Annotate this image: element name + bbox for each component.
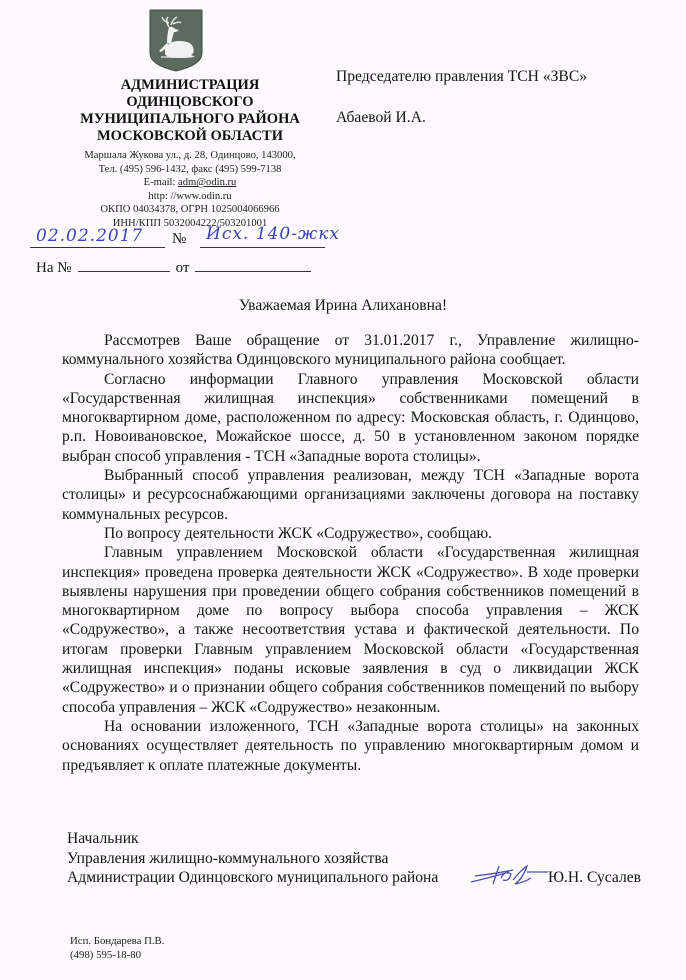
signer-name: Ю.Н. Сусалев: [548, 869, 642, 886]
ref-from-label: от: [175, 260, 190, 276]
recipient-position: Председателю правления ТСН «ЗВС»: [336, 68, 588, 85]
org-phones: Тел. (495) 596-1432, факс (495) 599-7138: [98, 163, 282, 175]
coat-of-arms-emblem: [149, 9, 203, 72]
signer-title-1: Начальник: [67, 830, 139, 847]
body-paragraph: Выбранный способ управления реализован, между ТСН «Западные ворота столицы» и ресурсоснабжающими организациями заключены договора на поставку коммунальных ресурсов.: [62, 467, 639, 523]
executor-phone: (498) 595-18-80: [70, 949, 142, 961]
body-paragraph: Главным управлением Московской области «Государственная жилищная инспекция» проведена проверка деятельности ЖСК «Содружество». В ходе проверки выявлены нарушения при проведении общего собрания собственников помещений в многоквартирном доме по вопросу выбора способа управления – ЖСК «Содружество», а также несоответствия устава и фактической деятельности. По итогам проверки Главным управлением Московской области «Государственная жилищная инспекция» поданы исковые заявления в суд о ликвидации ЖСК «Содружество» и о признании общего собрания собственников помещений по выбору способа управления – ЖСК «Содружество» незаконным.: [62, 544, 639, 716]
org-email-line: [60, 176, 320, 190]
org-line: АДМИНИСТРАЦИЯ: [120, 77, 260, 93]
date-underline: [30, 247, 165, 248]
executor-block: [70, 934, 164, 962]
number-underline: [200, 247, 325, 248]
salutation: Уважаемая Ирина Алихановна!: [238, 297, 448, 314]
signer-title-2: Управления жилищно-коммунального хозяйства: [67, 849, 389, 867]
executor-name: Исп. Бондарева П.В.: [70, 935, 165, 947]
body-paragraph: Рассмотрев Ваше обращение от 31.01.2017 г., Управление жилищно-коммунального хозяйства Одинцовского муниципального района сообщает.: [62, 332, 639, 369]
org-line: МУНИЦИПАЛЬНОГО РАЙОНА: [80, 111, 300, 127]
recipient-name: Абаевой И.А.: [336, 109, 426, 126]
letter-body: [62, 331, 639, 775]
body-paragraph: На основании изложенного, ТСН «Западные ворота столицы» на законных основаниях осуществляет деятельность по управлению многоквартирным домом и предъявляет к оплате платежные документы.: [62, 717, 639, 774]
reference-line: [36, 259, 311, 277]
organization-name: [60, 77, 320, 145]
handwritten-signature-icon: [469, 860, 549, 890]
signer-title-row: [67, 868, 667, 888]
org-contacts: [60, 149, 320, 231]
deer-emblem-icon: [149, 9, 203, 72]
signer-title-3: Администрации Одинцовского муниципального района: [67, 869, 439, 886]
email-label: E-mail:: [143, 177, 179, 189]
org-address: Маршала Жукова ул., д. 28, Одинцово, 143000,: [84, 150, 296, 161]
org-website[interactable]: http: //www.odin.ru: [148, 190, 232, 202]
org-line: МОСКОВСКОЙ ОБЛАСТИ: [96, 128, 283, 144]
ref-number-label: На №: [36, 260, 72, 276]
handwritten-outgoing-number: Исх. 140-жкх: [206, 224, 340, 244]
org-okpo-ogrn: ОКПО 04034378, ОГРН 1025004066966: [100, 204, 280, 216]
number-sign: №: [172, 231, 187, 247]
org-inn-kpp: ИНН/КПП 5032004222/503201001: [112, 217, 268, 229]
signature-block: [67, 829, 667, 888]
body-paragraph: По вопросу деятельности ЖСК «Содружество», сообщаю.: [104, 524, 493, 542]
registration-line: [30, 226, 370, 250]
ref-date-blank: [195, 259, 311, 272]
body-paragraph: Согласно информации Главного управления Московской области «Государственная жилищная инспекция» собственниками помещений в многоквартирном доме, расположенном по адресу: Московская область, г. Одинцово, р.п. Новоивановское, Можайское шоссе, д. 50 в установленном законом порядке выбран способ управления - ТСН «Западные ворота столицы».: [62, 370, 639, 465]
recipient-block: [336, 67, 587, 149]
ref-number-blank: [78, 259, 170, 272]
email-link[interactable]: adm@odin.ru: [178, 177, 237, 189]
handwritten-date: 02.02.2017: [36, 226, 144, 246]
org-line: ОДИНЦОВСКОГО: [126, 94, 254, 110]
